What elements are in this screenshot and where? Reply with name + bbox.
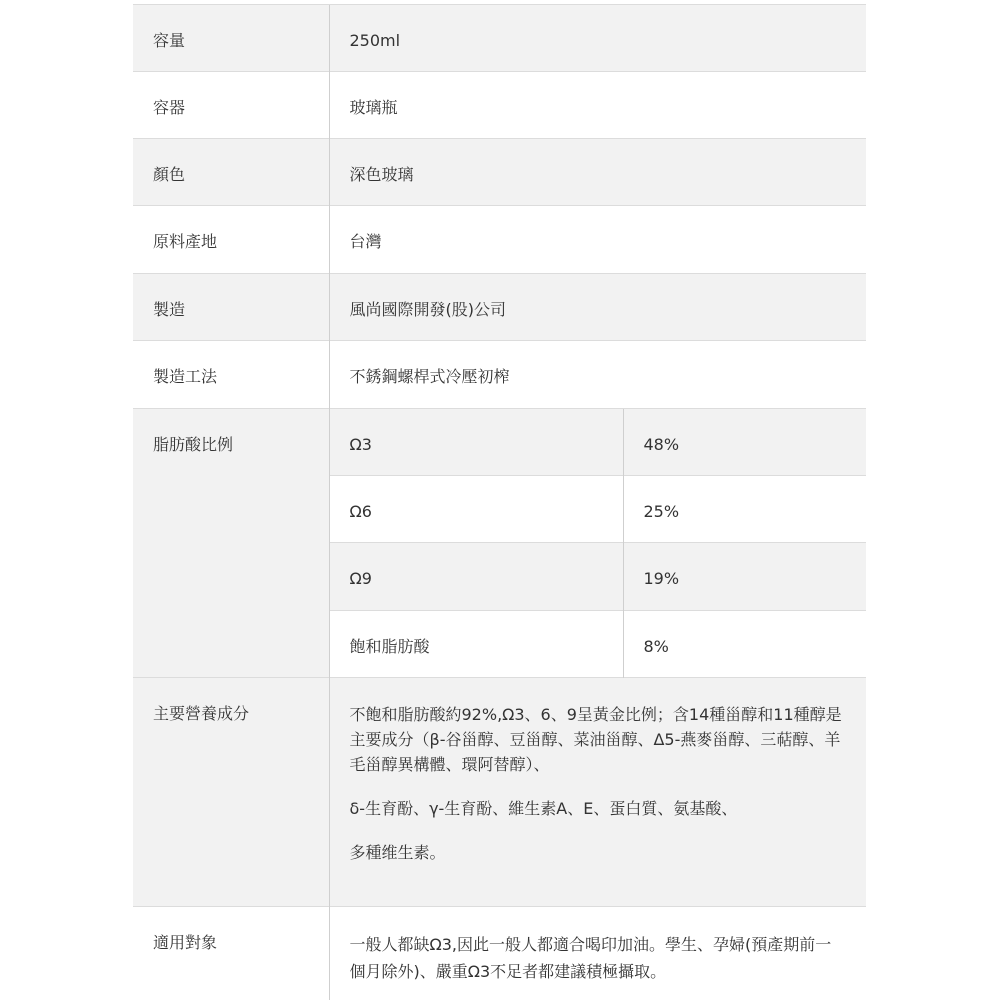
fatty-acid-label: 脂肪酸比例 [133, 409, 329, 678]
target-value [329, 907, 866, 1000]
fatty-acid-value: 25% [623, 476, 866, 543]
spec-row-container [133, 72, 866, 139]
spec-label: 主要營養成分 [133, 678, 329, 907]
nutrients-paragraph: 不飽和脂肪酸約92%,Ω3、6、9呈黃金比例；含14種甾醇和11種醇是主要成分（β-谷甾醇、豆甾醇、菜油甾醇、Δ5-燕麥甾醇、三萜醇、羊毛甾醇異構體、環阿替醇）、 [349, 705, 842, 774]
spec-row-maker [133, 274, 866, 341]
fatty-acid-name: Ω3 [329, 409, 623, 476]
spec-row-method [133, 341, 866, 409]
spec-label: 適用對象 [133, 907, 329, 1000]
spec-label: 容器 [133, 72, 329, 139]
fatty-acid-name: Ω9 [329, 543, 623, 611]
spec-row-target [133, 907, 866, 1000]
spec-row-nutrients [133, 678, 866, 907]
target-paragraph: 一般人都缺Ω3,因此一般人都適合喝印加油。學生、孕婦(預產期前一個月除外)、嚴重Ω3不足者都建議積極攝取。 [349, 935, 832, 981]
spec-row-origin [133, 206, 866, 274]
spec-value: 不銹鋼螺桿式冷壓初榨 [329, 341, 866, 409]
nutrients-value [329, 678, 866, 907]
spec-row-capacity [133, 5, 866, 72]
fatty-acid-value: 48% [623, 409, 866, 476]
spec-row-color [133, 139, 866, 206]
nutrients-paragraph: δ-生育酚、γ-生育酚、維生素A、E、蛋白質、氨基酸、 [349, 799, 738, 818]
spec-label: 製造工法 [133, 341, 329, 409]
spec-value: 風尚國際開發(股)公司 [329, 274, 866, 341]
spec-value: 玻璃瓶 [329, 72, 866, 139]
fatty-acid-row [133, 409, 866, 476]
fatty-acid-name: Ω6 [329, 476, 623, 543]
nutrients-paragraph: 多種维生素。 [349, 843, 446, 862]
spec-value: 台灣 [329, 206, 866, 274]
fatty-acid-name: 飽和脂肪酸 [329, 611, 623, 678]
spec-label: 顏色 [133, 139, 329, 206]
spec-label: 原料產地 [133, 206, 329, 274]
spec-label: 容量 [133, 5, 329, 72]
spec-label: 製造 [133, 274, 329, 341]
fatty-acid-value: 8% [623, 611, 866, 678]
product-spec-table [133, 4, 866, 1000]
spec-value: 250ml [329, 5, 866, 72]
fatty-acid-value: 19% [623, 543, 866, 611]
spec-value: 深色玻璃 [329, 139, 866, 206]
